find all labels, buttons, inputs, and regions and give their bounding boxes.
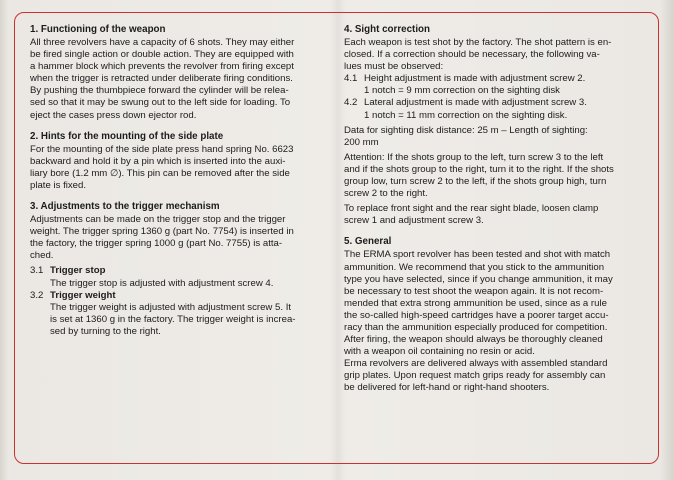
- text-line: be fired single action or double action. They are equipped with: [30, 49, 294, 61]
- text-line: when the trigger is retracted under deliberate firing conditions.: [30, 73, 293, 85]
- text-line: All three revolvers have a capacity of 6 shots. They may either: [30, 37, 295, 48]
- text-line: The trigger stop is adjusted with adjustment screw 4.: [50, 277, 274, 289]
- subsection-trigger-stop: [30, 265, 332, 289]
- text-line: closed. If a correction should be necessary, the following va-: [344, 49, 600, 61]
- text-line: The ERMA sport revolver has been tested and shot with match: [344, 249, 611, 261]
- text-line: To replace front sight and the rear sight blade, loosen clamp: [344, 203, 599, 215]
- section-heading-functioning: 1. Functioning of the weapon: [30, 24, 166, 35]
- text-line: the factory, the trigger spring 1000 g (part No. 7755) is atta-: [30, 238, 283, 250]
- section-text-sight-correction: [344, 37, 644, 73]
- section-text-side-plate: [30, 144, 332, 192]
- subsection-number: 3.2: [30, 289, 44, 301]
- text-line: Height adjustment is made with adjustment screw 2.: [364, 73, 586, 85]
- text-line: For the mounting of the side plate press hand spring No. 6623: [30, 143, 294, 155]
- text-line: Each weapon is test shot by the factory. The shot pattern is en-: [344, 37, 612, 48]
- text-line: racy than the ammunition especially produced for competition.: [344, 321, 608, 333]
- text-line: lues must be observed:: [344, 61, 444, 73]
- text-line: group low, turn screw 2 to the left, if the shots group high, turn: [344, 176, 607, 188]
- text-line: grip plates. Upon request match grips ready for assembly can: [344, 370, 606, 382]
- text-line: By pushing the thumbpiece forward the cylinder will be relea-: [30, 85, 289, 97]
- text-line: with a weapon oil containing no resin or acid.: [344, 346, 535, 358]
- text-line: mended that extra strong ammunition be used, since as a rule: [344, 297, 607, 309]
- text-line: Lateral adjustment is made with adjustment screw 3.: [364, 97, 587, 109]
- text-line: Data for sighting disk distance: 25 m – Length of sighting:: [344, 124, 588, 136]
- subsection-title: Trigger stop: [50, 265, 106, 277]
- section-heading-general: 5. General: [344, 236, 392, 248]
- text-line: 1 notch = 11 mm correction on the sighting disk.: [364, 109, 568, 121]
- subsection-trigger-weight: [30, 290, 332, 338]
- section-heading-sight-correction: 4. Sight correction: [344, 24, 431, 35]
- text-line: sed by turning to the right.: [50, 325, 161, 337]
- sighting-disk-data: [344, 125, 644, 149]
- right-column: [344, 24, 644, 395]
- section-heading-trigger: 3. Adjustments to the trigger mechanism: [30, 201, 220, 213]
- section-text-general-grips: [344, 358, 644, 394]
- text-line: ched.: [30, 250, 54, 262]
- subsection-height-adjustment: [344, 73, 644, 97]
- text-line: The trigger weight is adjusted with adjustment screw 5. It: [50, 301, 292, 313]
- subsection-title: Trigger weight: [50, 289, 116, 301]
- section-heading-side-plate: 2. Hints for the mounting of the side plate: [30, 130, 224, 142]
- text-line: sed so that it may be swung out to the left side for loading. To: [30, 97, 291, 109]
- text-line: 1 notch = 9 mm correction on the sighting disk: [364, 85, 560, 97]
- text-line: ammunition. We recommend that you stick to the ammunition: [344, 261, 605, 273]
- subsection-number: 4.1: [344, 73, 358, 85]
- text-line: be necessary to test shoot the weapon again. It is not recom-: [344, 285, 604, 297]
- section-text-trigger: [30, 214, 332, 262]
- text-line: is set at 1360 g in the factory. The trigger weight is increa-: [50, 313, 296, 325]
- text-line: Adjustments can be made on the trigger stop and the trigger: [30, 214, 286, 226]
- text-line: screw 2 to the right.: [344, 188, 428, 200]
- text-line: and if the shots group to the right, turn it to the right. If the shots: [344, 163, 614, 175]
- attention-note: [344, 152, 644, 200]
- text-line: screw 1 and adjustment screw 3.: [344, 215, 484, 227]
- text-line: weight. The trigger spring 1360 g (part No. 7754) is inserted in: [30, 226, 294, 238]
- text-line: Erma revolvers are delivered always with assembled standard: [344, 358, 608, 370]
- left-column: [30, 24, 332, 338]
- text-line: 200 mm: [344, 136, 379, 148]
- text-line: Attention: If the shots group to the left, turn screw 3 to the left: [344, 151, 604, 163]
- subsection-number: 4.2: [344, 97, 358, 109]
- text-line: the so-called high-speed cartridges have a poorer target accu-: [344, 309, 609, 321]
- text-line: eject the cases press down ejector rod.: [30, 109, 197, 121]
- text-line: type you have selected, since if you change ammunition, it may: [344, 273, 613, 285]
- text-line: liary bore (1.2 mm ∅). This pin can be removed after the side: [30, 167, 290, 179]
- replace-sight-note: [344, 203, 644, 227]
- text-line: After firing, the weapon should always be thoroughly cleaned: [344, 334, 603, 346]
- section-text-functioning: [30, 37, 332, 122]
- text-line: plate is fixed.: [30, 179, 86, 191]
- text-line: be delivered for left-hand or right-hand shooters.: [344, 382, 550, 394]
- subsection-lateral-adjustment: [344, 97, 644, 121]
- section-text-general: [344, 249, 644, 358]
- text-line: a hammer block which prevents the revolver from firing except: [30, 61, 294, 73]
- text-line: backward and hold it by a pin which is inserted into the auxi-: [30, 155, 286, 167]
- subsection-number: 3.1: [30, 265, 44, 277]
